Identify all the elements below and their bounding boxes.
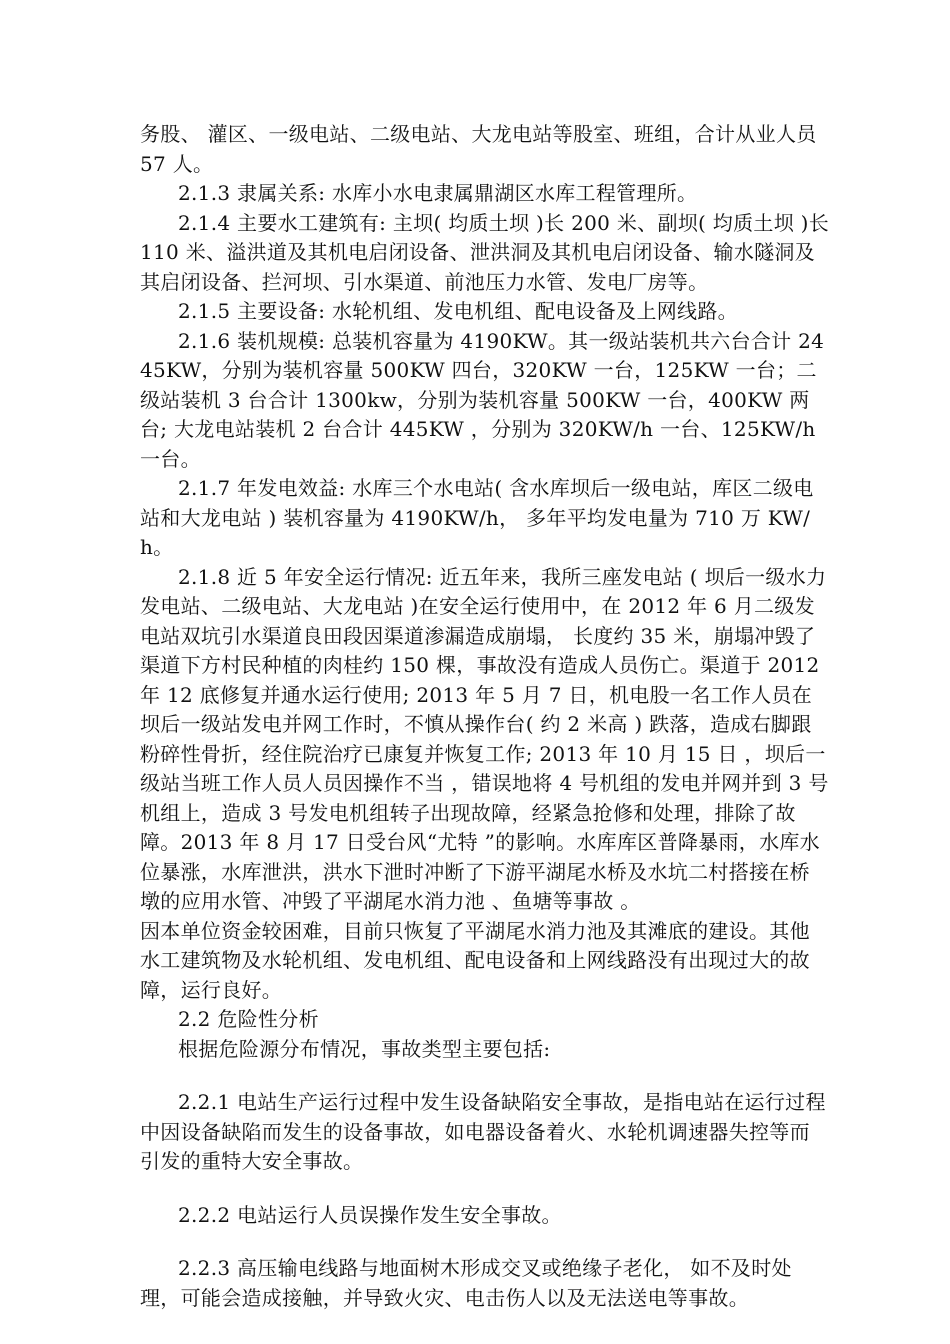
paragraph-2-1-7: 2.1.7 年发电效益: 水库三个水电站( 含水库坝后一级电站，库区二级电站和大龙电站 ) 装机容量为 4190KW/h， 多年平均发电量为 710 万 KW/h。 [140,476,814,559]
document-body [140,120,830,1313]
paragraph-2-2-2: 2.2.2 电站运行人员误操作发生安全事故。 [178,1202,562,1227]
paragraph-funding: 因本单位资金较困难，目前只恢复了平湖尾水消力池及其滩底的建设。其他水工建筑物及水轮机组、发电机组、配电设备和上网线路没有出现过大的故障，运行良好。 [140,918,810,1002]
paragraph-staff-continuation: 务股、 灌区、一级电站、二级电站、大龙电站等股室、班组，合计从业人员 57 人。 [140,122,817,176]
paragraph-2-1-3: 2.1.3 隶属关系: 水库小水电隶属鼎湖区水库工程管理所。 [178,181,698,205]
paragraph-accident-types: 根据危险源分布情况，事故类型主要包括: [178,1036,551,1061]
section-heading-2-2: 2.2 危险性分析 [178,1007,319,1031]
paragraph-2-2-3: 2.2.3 高压输电线路与地面树木形成交叉或绝缘子老化， 如不及时处理，可能会造成接触，并导致火灾、电击伤人以及无法送电等事故。 [140,1256,792,1310]
paragraph-2-1-4: 2.1.4 主要水工建筑有: 主坝( 均质土坝 )长 200 米、副坝( 均质土坝 )长 110 米、溢洪道及其机电启闭设备、泄洪洞及其机电启闭设备、输水隧洞及其启闭设备、拦河坝、引水渠道、前池压力水管、发电厂房等。 [140,210,830,294]
paragraph-2-2-1: 2.2.1 电站生产运行过程中发生设备缺陷安全事故，是指电站在运行过程中因设备缺陷而发生的设备事故，如电器设备着火、水轮机调速器失控等而引发的重特大安全事故。 [140,1090,826,1173]
paragraph-2-1-5: 2.1.5 主要设备: 水轮机组、发电机组、配电设备及上网线路。 [178,299,738,323]
paragraph-2-1-6: 2.1.6 装机规模: 总装机容量为 4190KW。其一级站装机共六台合计 2445KW，分别为装机容量 500KW 四台，320KW 一台，125KW 一台；二级站装机 3 台合计 1300kw，分别为装机容量 500KW 一台，400KW 两台; 大龙电站装机 2 台合计 445KW ，分别为 320KW/h 一台、125KW/h 一台。 [140,328,825,471]
paragraph-2-1-8: 2.1.8 近 5 年安全运行情况: 近五年来，我所三座发电站 ( 坝后一级水力发电站、二级电站、大龙电站 )在安全运行使用中，在 2012 年 6 月二级发电站双坑引水渠道良田段因渠道渗漏造成崩塌， 长度约 35 米，崩塌冲毁了渠道下方村民种植的肉桂约 150 棵，事故没有造成人员伤亡。渠道于 2012 年 12 底修复并通水运行使用; 2013 年 5 月 7 日，机电股一名工作人员在坝后一级站发电并网工作时，不慎从操作台( 约 2 米高 ) 跌落，造成右脚跟粉碎性骨折，经住院治疗已康复并恢复工作; 2013 年 10 月 15 日 ，坝后一级站当班工作人员人员因操作不当 ，错误地将 4 号机组的发电并网并到 3 号机组上，造成 3 号发电机组转子出现故障，经紧急抢修和处理，排除了故障。2013 年 8 月 17 日受台风“尤特 ”的影响。水库库区普降暴雨，水库水位暴涨，水库泄洪，洪水下泄时冲断了下游平湖尾水桥及水坑二村搭接在桥墩的应用水管、冲毁了平湖尾水消力池 、鱼塘等事故 。 [140,564,829,913]
